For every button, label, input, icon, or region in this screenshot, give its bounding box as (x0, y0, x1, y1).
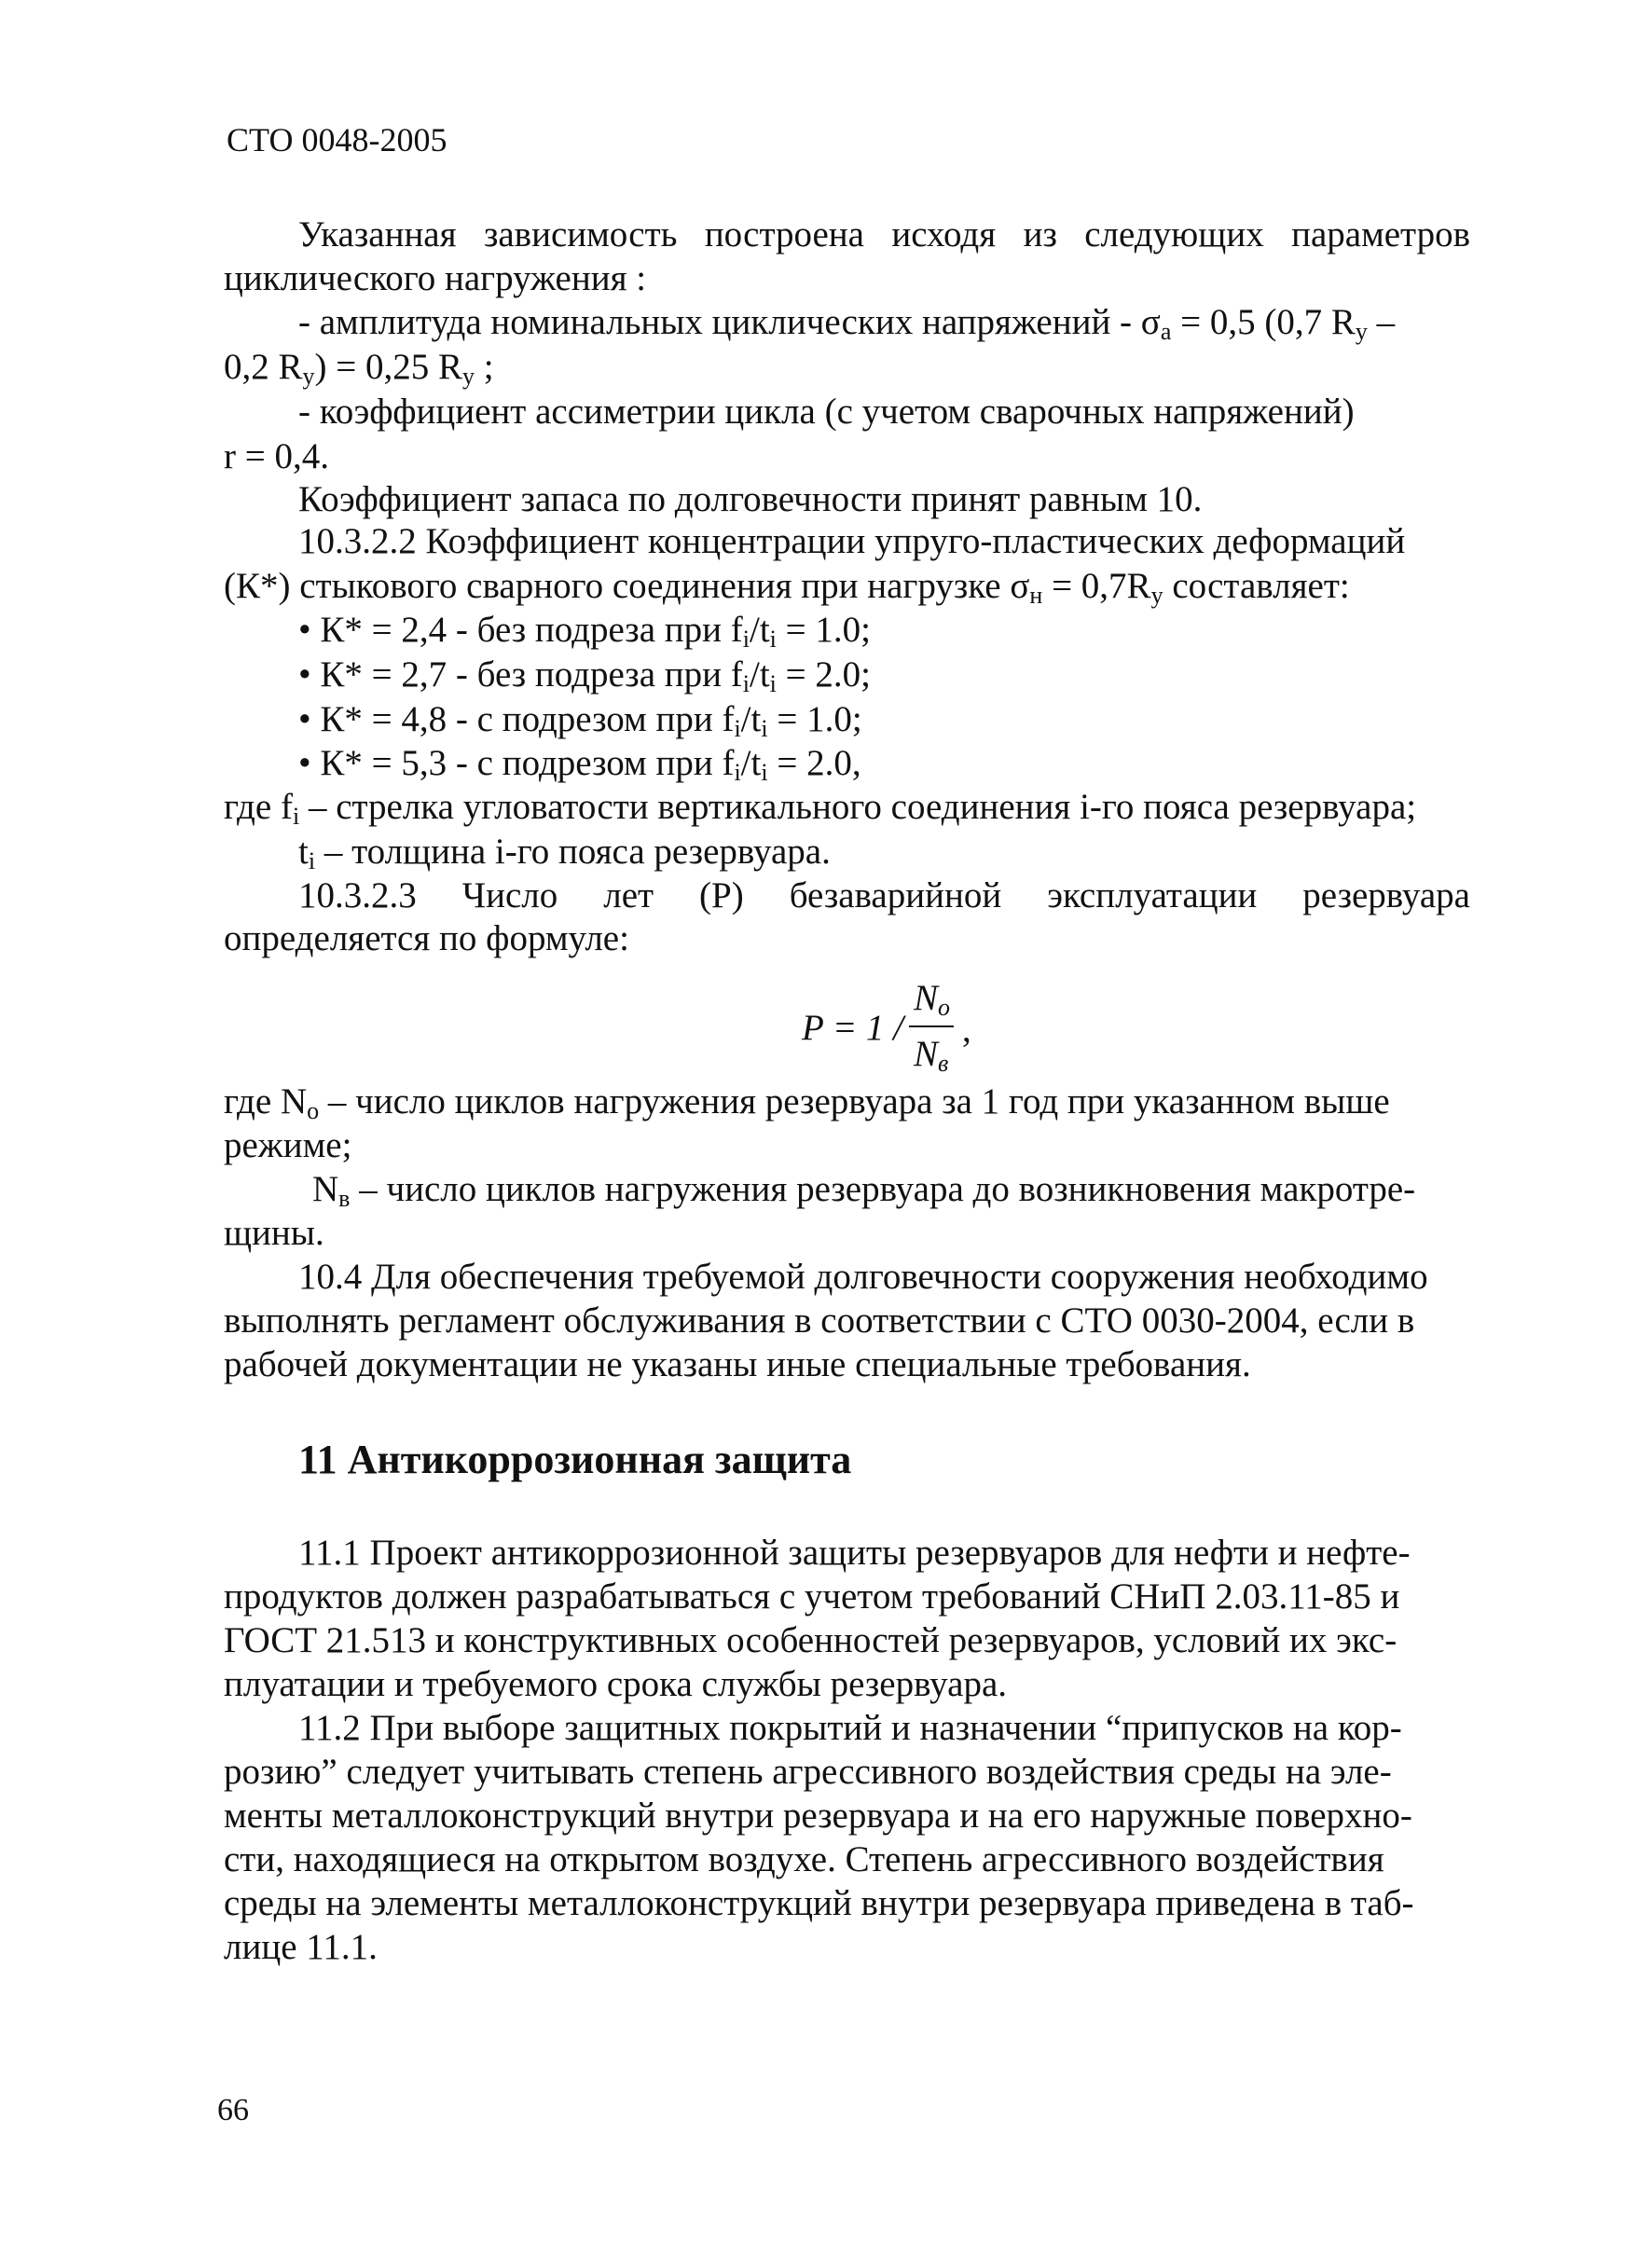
paragraph-line: выполнять регламент обслуживания в соответствии с СТО 0030-2004, если в (224, 1301, 1415, 1341)
paragraph-line: r = 0,4. (224, 436, 329, 476)
formula-numerator: $N_o$ (914, 978, 951, 1021)
paragraph-line: $t_i$ – толщина i-го пояса резервуара. (298, 832, 831, 874)
formula-comma: , (962, 1010, 971, 1050)
paragraph-line: розию” следует учитывать степень агрессивного воздействия среды на эле- (224, 1752, 1392, 1792)
bullet-item: • К* = 2,7 - без подреза при $f_i/t_i = 2.0$; (298, 654, 871, 697)
paragraph-line: 10.3.2.3 Число лет (Р) безаварийной эксплуатации резервуара (298, 875, 1470, 915)
paragraph-line: среды на элементы металлоконструкций внутри резервуара приведена в таб- (224, 1883, 1414, 1923)
paragraph-line: Коэффициент запаса по долговечности принят равным 10. (298, 479, 1203, 519)
paragraph-line: 10.3.2.2 Коэффициент концентрации упруго-пластических деформаций (298, 521, 1406, 561)
bullet-item: • К* = 5,3 - с подрезом при $f_i/t_i = 2.0$, (298, 743, 861, 786)
paragraph-line: где $N_o$ – число циклов нагружения резервуара за 1 год при указанном выше (224, 1081, 1390, 1124)
paragraph-line: где $f_i$ – стрелка угловатости вертикального соединения i-го пояса резервуара; (224, 787, 1417, 830)
paragraph-line: - амплитуда номинальных циклических напряжений - $\sigma_a = 0,5$ (0,7 $R_y$ – (298, 302, 1396, 345)
section-heading: 11 Антикоррозионная защита (298, 1437, 852, 1482)
paragraph-line: щины. (224, 1213, 324, 1253)
paragraph-line: ГОСТ 21.513 и конструктивных особенностей резервуаров, условий их экс- (224, 1620, 1397, 1660)
bullet-item: • К* = 2,4 - без подреза при $f_i/t_i = 1.0$; (298, 610, 871, 653)
paragraph-line: Указанная зависимость построена исходя из следующих параметров (298, 214, 1470, 255)
paragraph-line: $N_в$ – число циклов нагружения резервуара до возникновения макротре- (312, 1169, 1416, 1212)
paragraph-line: рабочей документации не указаны иные специальные требования. (224, 1344, 1251, 1384)
paragraph-line: менты металлоконструкций внутри резервуара и на его наружные поверхно- (224, 1796, 1412, 1836)
paragraph-line: сти, находящиеся на открытом воздухе. Степень агрессивного воздействия (224, 1839, 1384, 1879)
paragraph-line: - коэффициент ассиметрии цикла (с учетом сварочных напряжений) (298, 392, 1355, 432)
formula-lhs: P = 1 / (802, 1008, 904, 1048)
paragraph-line: режиме; (224, 1125, 352, 1165)
paragraph-line: лице 11.1. (224, 1927, 378, 1967)
paragraph-line: 0,2 $R_y) = 0,25$ $R_y$ ; (224, 347, 494, 390)
paragraph-line: (К*) стыкового сварного соединения при нагрузке $\sigma_н = 0,7R_y$ составляет: (224, 566, 1350, 609)
durability-formula (783, 960, 998, 1091)
document-id-header: СТО 0048-2005 (227, 121, 447, 158)
page-number: 66 (217, 2093, 249, 2127)
paragraph-line: 10.4 Для обеспечения требуемой долговечности сооружения необходимо (298, 1257, 1428, 1297)
paragraph-line: 11.1 Проект антикоррозионной защиты резервуаров для нефти и нефте- (298, 1533, 1411, 1573)
formula-denominator: $N_в$ (914, 1034, 949, 1077)
paragraph-line: циклического нагружения : (224, 258, 647, 298)
paragraph-line: плуатации и требуемого срока службы резервуара. (224, 1664, 1008, 1704)
paragraph-line: 11.2 При выборе защитных покрытий и назначении “припусков на кор- (298, 1708, 1402, 1748)
fraction-bar (909, 1025, 954, 1027)
paragraph-line: определяется по формуле: (224, 918, 629, 958)
paragraph-line: продуктов должен разрабатываться с учетом требований СНиП 2.03.11-85 и (224, 1576, 1400, 1617)
bullet-item: • К* = 4,8 - с подрезом при $f_i/t_i = 1.0$; (298, 699, 862, 742)
